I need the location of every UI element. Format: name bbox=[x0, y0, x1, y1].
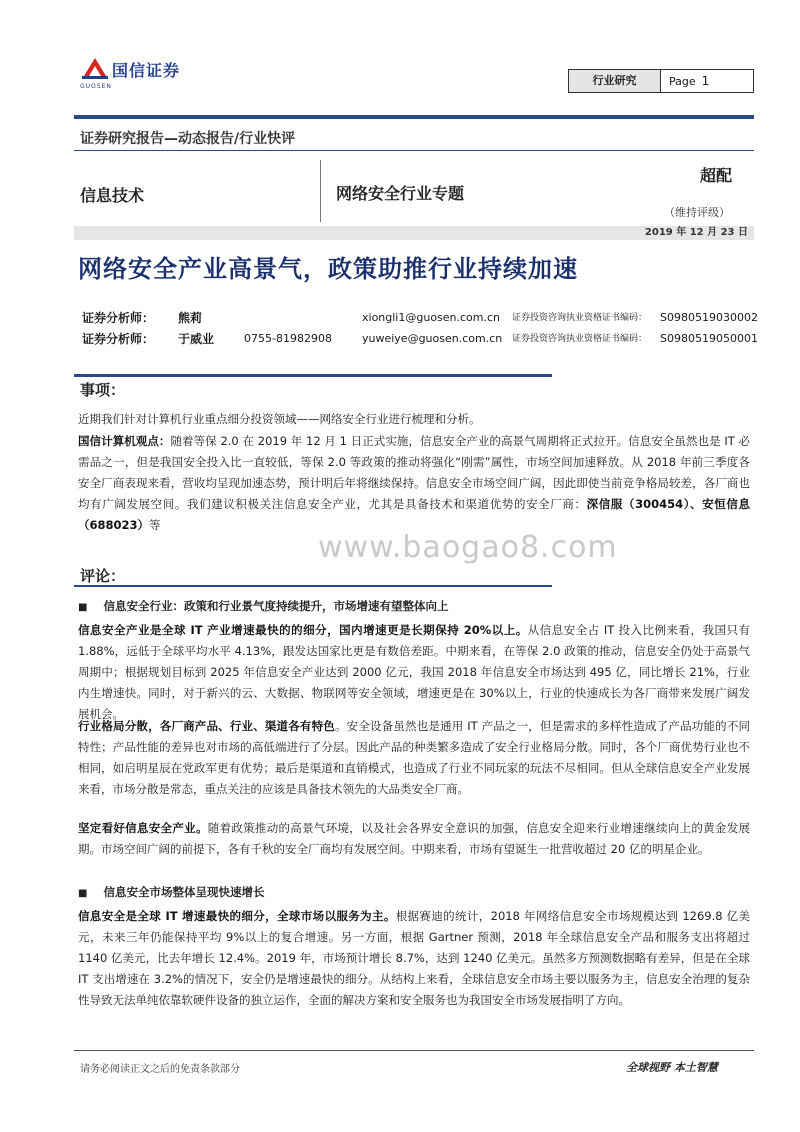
paragraph-text: 根据赛迪的统计，2018 年网络信息安全市场规模达到 1269.8 亿美元，未来三年仍能保持平均 9%以上的复合增速。另一方面，根据 Gartner 预测，2018 年全球信息安全产品和服务支出将超过 1140 亿美元，比去年增长 12.4%。2019 年，市场预计增长 8.7%，达到 1240 亿美元。虽然多方预测数据略有差异，但是在全球 IT 支出增速在 3.2%的情况下，安全仍是增速最快的细分。从结构上来看，全球信息安全市场主要以服务为主，信息安全治理的复杂性导致无法单纯依靠软硬件设备的独立运作，全面的解决方案和安全服务也为我国安全市场发展指明了方向。 bbox=[78, 909, 750, 1007]
doc-type: 行业研究 bbox=[569, 70, 661, 92]
comment-paragraph bbox=[78, 620, 750, 725]
footer-slogan: 全球视野 本土智慧 bbox=[626, 1061, 718, 1074]
rating: 超配 bbox=[700, 166, 733, 185]
view-text: 随着等保 2.0 在 2019 年 12 月 1 日正式实施，信息安全产业的高景气周期将正式拉开。信息安全虽然也是 IT 必需品之一，但是我国安全投入比一直较低，等保 2.0 等政策的推动将强化“刚需”属性，市场空间加速释放。从 2018 年前三季度各安全厂商表现来看，营收均呈现加速态势，预计明后年将继续保持。信息安全市场空间广阔，因此即使当前竞争格局较差，各厂商也均有广阔发展空间。我们建议积极关注信息安全产业，尤其是具备技术和渠道优势的安全厂商： bbox=[78, 434, 750, 511]
paragraph-text: 从信息安全占 IT 投入比例来看，我国只有 1.88%，远低于全球平均水平 4.13%，跟发达国家比更是有数倍差距。中期来看，在等保 2.0 政策的推动，信息安全仍处于高景气周期中；根据规划目标到 2025 年信息安全产业达到 2000 亿元，我国 2018 年信息安全市场达到 495 亿，同比增长 21%，行业内生增速快。同时，对于新兴的云、大数据、物联网等安全领域，增速更是在 30%以上，行业的快速成长为各厂商带来发展广阔发展机会。 bbox=[78, 623, 750, 721]
brand-sub: GUOSEN bbox=[80, 83, 112, 90]
section-rule bbox=[74, 374, 552, 377]
analyst-cert-label: 证券投资咨询执业资格证书编码： bbox=[512, 313, 648, 323]
analyst-role: 证券分析师： bbox=[82, 332, 155, 346]
paragraph-text: 。安全设备虽然也是通用 IT 产品之一，但是需求的多样性造成了产品功能的不同特性；产品性能的差异也对市场的高低端进行了分层。因此产品的种类繁多造成了安全行业格局分散。同时，各个厂商优势行业也不相同，如启明星辰在党政军更有优势；最后是渠道和直销模式，也造成了行业不同玩家的玩法不尽相同。但从全球信息安全产业发展来看，市场分散是常态，重点关注的应该是具备技术领先的大品类安全厂商。 bbox=[78, 719, 750, 796]
paragraph-lead: 行业格局分散，各厂商产品、行业、渠道各有特色 bbox=[78, 719, 335, 733]
page-number: 1 bbox=[701, 74, 710, 88]
comment-paragraph bbox=[78, 818, 750, 860]
bullet-heading: ■ 信息安全市场整体呈现快速增长 bbox=[78, 884, 264, 900]
analyst-email[interactable]: xiongli1@guosen.com.cn bbox=[362, 311, 501, 324]
events-heading: 事项： bbox=[80, 381, 126, 399]
analyst-cert: S0980519030002 bbox=[660, 311, 758, 324]
sector-label: 信息技术 bbox=[80, 186, 145, 205]
disclaimer-note: 请务必阅读正文之后的免责条款部分 bbox=[80, 1064, 240, 1075]
guosen-logo-icon bbox=[80, 54, 110, 82]
brand-name: 国信证券 bbox=[112, 61, 181, 80]
divider bbox=[320, 160, 321, 222]
comment-paragraph bbox=[78, 716, 750, 800]
analyst-name: 熊莉 bbox=[178, 311, 203, 325]
report-date: 2019 年 12 月 23 日 bbox=[644, 227, 748, 238]
paragraph-lead: 坚定看好信息安全产业。 bbox=[78, 821, 208, 835]
header-thin-rule bbox=[74, 150, 754, 151]
paragraph-text: 随着政策推动的高景气环境，以及社会各界安全意识的加强，信息安全迎来行业增速继续向上的黄金发展期。市场空间广阔的前提下，各有千秋的安全厂商均有发展空间。中期来看，市场有望诞生一批营收超过 20 亿的明星企业。 bbox=[78, 821, 751, 856]
rating-note: （维持评级） bbox=[664, 206, 730, 219]
analyst-role: 证券分析师： bbox=[82, 311, 155, 325]
analyst-cert-label: 证券投资咨询执业资格证书编码： bbox=[512, 334, 648, 344]
analyst-cert: S0980519050001 bbox=[660, 332, 758, 345]
bullet-heading: ■ 信息安全行业：政策和行业景气度持续提升，市场增速有望整体向上 bbox=[78, 598, 448, 614]
topic-label: 网络安全行业专题 bbox=[336, 184, 465, 203]
analyst-row bbox=[82, 309, 758, 327]
page-label: Page bbox=[669, 75, 696, 88]
analyst-row bbox=[82, 330, 758, 348]
watermark: www.baogao8.com bbox=[318, 530, 618, 565]
view-tail: 等 bbox=[149, 518, 161, 532]
footer-rule bbox=[74, 1050, 754, 1051]
report-title: 网络安全产业高景气，政策助推行业持续加速 bbox=[78, 255, 578, 283]
comment-paragraph bbox=[78, 906, 750, 1011]
events-view bbox=[78, 431, 750, 536]
view-label: 国信计算机观点： bbox=[78, 434, 171, 448]
analyst-name: 于威业 bbox=[178, 332, 215, 346]
report-type: 证券研究报告—动态报告/行业快评 bbox=[80, 131, 296, 147]
header-rule bbox=[74, 115, 754, 119]
date-bar bbox=[74, 226, 754, 240]
analyst-email[interactable]: yuweiye@guosen.com.cn bbox=[362, 332, 503, 345]
comments-heading: 评论： bbox=[80, 567, 126, 585]
paragraph-lead: 信息安全产业是全球 IT 产业增速最快的的细分，国内增速更是长期保持 20%以上。 bbox=[78, 623, 528, 637]
events-intro: 近期我们针对计算机行业重点细分投资领域——网络安全行业进行梳理和分析。 bbox=[78, 412, 481, 426]
section-rule bbox=[74, 585, 552, 587]
page-indicator bbox=[669, 70, 709, 92]
recommended-stocks: 深信服（300454）、安恒信息（688023） bbox=[78, 497, 751, 532]
analyst-phone: 0755-81982908 bbox=[244, 332, 332, 345]
paragraph-lead: 信息安全是全球 IT 增速最快的细分，全球市场以服务为主。 bbox=[78, 909, 396, 923]
header-box bbox=[568, 69, 754, 93]
